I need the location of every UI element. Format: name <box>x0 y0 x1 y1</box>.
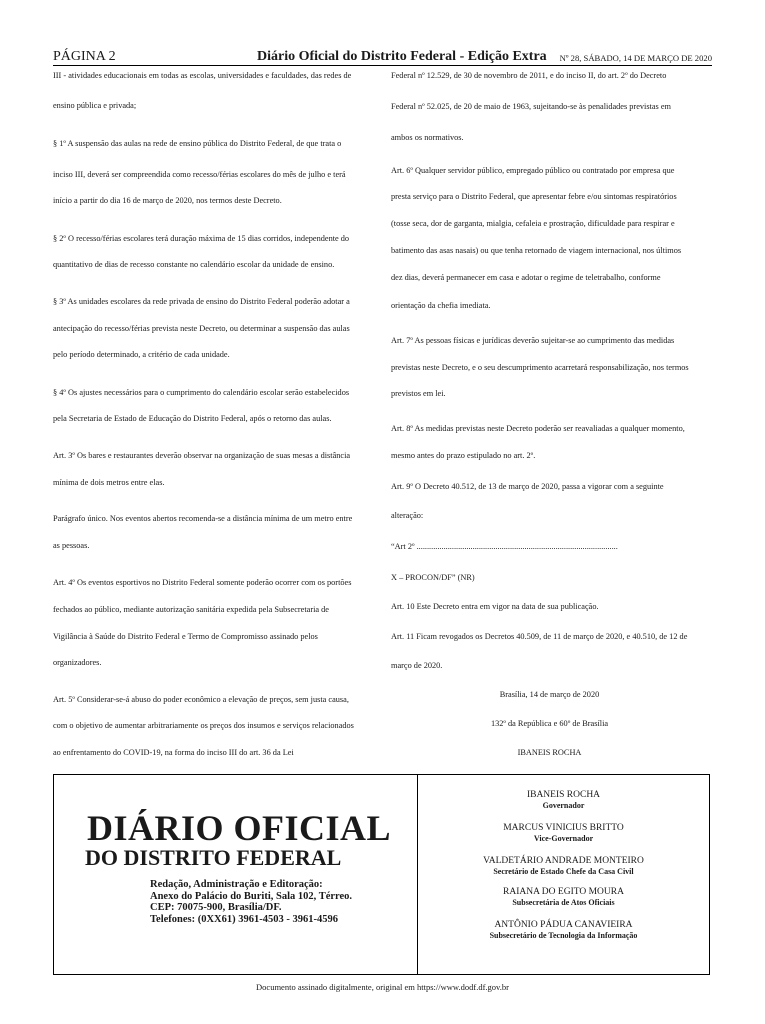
text-line: previstos em lei. <box>391 389 446 398</box>
text-line: as pessoas. <box>53 541 90 550</box>
text-line: fechados ao público, mediante autorização sanitária expedida pela Subsecretaria de <box>53 605 329 614</box>
republic-year: 132º da República e 60º de Brasília <box>490 719 609 728</box>
dateline: Brasília, 14 de março de 2020 <box>499 690 600 699</box>
text-line: Art. 6º Qualquer servidor público, empregado público ou contratado por empresa que <box>391 166 675 175</box>
text-line: mínima de dois metros entre elas. <box>53 478 165 487</box>
text-line: presta serviço para o Distrito Federal, que apresentar febre e/ou sintomas respiratórios <box>391 192 677 201</box>
text-line: § 1º A suspensão das aulas na rede de ensino pública do Distrito Federal, de que trata o <box>53 139 342 148</box>
text-line: Art. 10 Este Decreto entra em vigor na data de sua publicação. <box>391 602 599 611</box>
issue-info: Nº 28, SÁBADO, 14 DE MARÇO DE 2020 <box>559 53 712 63</box>
official-name: ANTÔNIO PÁDUA CANAVIEIRA <box>494 920 633 930</box>
text-line: (tosse seca, dor de garganta, mialgia, cefaleia e prostração, dificuldade para respirar e <box>391 219 675 228</box>
official-role: Governador <box>542 801 585 810</box>
footer-note: Documento assinado digitalmente, original em https://www.dodf.df.gov.br <box>256 982 509 992</box>
text-line: pela Secretaria de Estado de Educação do Distrito Federal, após o retorno das aulas. <box>53 414 332 423</box>
masthead-address <box>150 879 352 925</box>
box-right-rule <box>709 774 710 974</box>
text-line: previstas neste Decreto, e o seu descumprimento acarretará responsabilização, nos termos <box>391 363 689 372</box>
text-line: Art. 3º Os bares e restaurantes deverão observar na organização de suas mesas a distância <box>53 451 351 460</box>
official-entry <box>418 790 709 811</box>
text-line: ambos os normativos. <box>391 133 464 142</box>
text-line: Art. 7º As pessoas físicas e jurídicas deverão sujeitar-se ao cumprimento das medidas <box>391 336 675 345</box>
text-line: março de 2020. <box>391 661 443 670</box>
official-name: MARCUS VINICIUS BRITTO <box>503 823 624 833</box>
text-line: organizadores. <box>53 658 102 667</box>
text-line: Art. 4º Os eventos esportivos no Distrito Federal somente poderão ocorrer com os portões <box>53 578 352 587</box>
address-line: CEP: 70075-900, Brasília/DF. <box>150 902 282 913</box>
text-line: dez dias, deverá permanecer em casa e adotar o regime de teletrabalho, conforme <box>391 273 661 282</box>
official-role: Subsecretário de Tecnologia da Informação <box>489 931 638 940</box>
text-line: com o objetivo de aumentar arbitrariamente os preços dos insumos e serviços relacionados <box>53 721 354 730</box>
text-line: Art. 8º As medidas previstas neste Decreto poderão ser reavaliadas a qualquer momento, <box>391 424 685 433</box>
text-line: Vigilância à Saúde do Distrito Federal e Termo de Compromisso assinado pelos <box>53 632 318 641</box>
text-line: X – PROCON/DF” (NR) <box>391 573 475 582</box>
address-line: Telefones: (0XX61) 3961-4503 - 3961-4596 <box>150 913 339 925</box>
text-line: “Art 2º ................................................................................................. <box>391 542 618 551</box>
text-line: pelo período determinado, a critério de cada unidade. <box>53 350 230 359</box>
text-line: § 2º O recesso/férias escolares terá duração máxima de 15 dias corridos, independente do <box>53 234 350 243</box>
text-line: Parágrafo único. Nos eventos abertos recomenda-se a distância mínima de um metro entre <box>53 514 353 523</box>
official-role: Subsecretária de Atos Oficiais <box>512 898 615 907</box>
journal-title: Diário Oficial do Distrito Federal - Edição Extra <box>257 49 547 64</box>
text-line: Federal nº 12.529, de 30 de novembro de 2011, e do inciso II, do art. 2º do Decreto <box>391 71 667 80</box>
text-line: § 4º Os ajustes necessários para o cumprimento do calendário escolar serão estabelecidos <box>53 388 350 397</box>
page-header <box>53 49 712 66</box>
text-line: Art. 9º O Decreto 40.512, de 13 de março de 2020, passa a vigorar com a seguinte <box>391 482 664 491</box>
text-line: ao enfrentamento do COVID-19, na forma do inciso III do art. 36 da Lei <box>53 748 294 757</box>
address-line: Redação, Administração e Editoração: <box>150 879 323 890</box>
text-line: batimento das asas nasais) ou que tenha retornado de viagem internacional, nos últimos <box>391 246 682 255</box>
box-top-rule <box>53 774 710 775</box>
text-line: § 3º As unidades escolares da rede privada de ensino do Distrito Federal poderão adotar a <box>53 297 350 306</box>
text-line: inciso III, deverá ser compreendida como recesso/férias escolares do mês de julho e terá <box>53 170 346 179</box>
text-line: orientação da chefia imediata. <box>391 301 491 310</box>
text-line: alteração: <box>391 511 424 520</box>
official-name: RAIANA DO EGITO MOURA <box>503 887 624 897</box>
text-line: III - atividades educacionais em todas as escolas, universidades e faculdades, das redes de <box>53 71 352 80</box>
page-number: PÁGINA 2 <box>53 49 116 64</box>
text-line: ensino pública e privada; <box>53 101 137 110</box>
official-name: IBANEIS ROCHA <box>526 790 601 800</box>
box-left-rule <box>53 774 54 974</box>
official-role: Secretário de Estado Chefe da Casa Civil <box>493 867 634 876</box>
text-line: mesmo antes do prazo estipulado no art. 2º. <box>391 451 536 460</box>
text-line: Federal nº 52.025, de 20 de maio de 1963, sujeitando-se às penalidades previstas em <box>391 102 671 111</box>
official-entry <box>418 887 709 908</box>
official-entry <box>418 856 709 877</box>
text-line: Art. 5º Considerar-se-á abuso do poder econômico a elevação de preços, sem justa causa, <box>53 695 349 704</box>
text-line: quantitativo de dias de recesso constante no calendário escolar da unidade de ensino. <box>53 260 335 269</box>
official-entry <box>418 823 709 844</box>
official-name: VALDETÁRIO ANDRADE MONTEIRO <box>483 856 644 866</box>
official-entry <box>418 920 709 941</box>
signature-name: IBANEIS ROCHA <box>517 748 582 757</box>
text-line: Art. 11 Ficam revogados os Decretos 40.509, de 11 de março de 2020, e 40.510, de 12 de <box>391 632 688 641</box>
official-role: Vice-Governador <box>533 834 594 843</box>
address-line: Anexo do Palácio do Buriti, Sala 102, Térreo. <box>150 890 353 902</box>
masthead-subtitle: DO DISTRITO FEDERAL <box>85 845 342 870</box>
masthead-title: DIÁRIO OFICIAL <box>87 808 392 848</box>
text-line: antecipação do recesso/férias prevista neste Decreto, ou determinar a suspensão das aulas <box>53 324 350 333</box>
text-line: início a partir do dia 16 de março de 2020, nos termos deste Decreto. <box>53 196 282 205</box>
box-bottom-rule <box>53 974 710 975</box>
